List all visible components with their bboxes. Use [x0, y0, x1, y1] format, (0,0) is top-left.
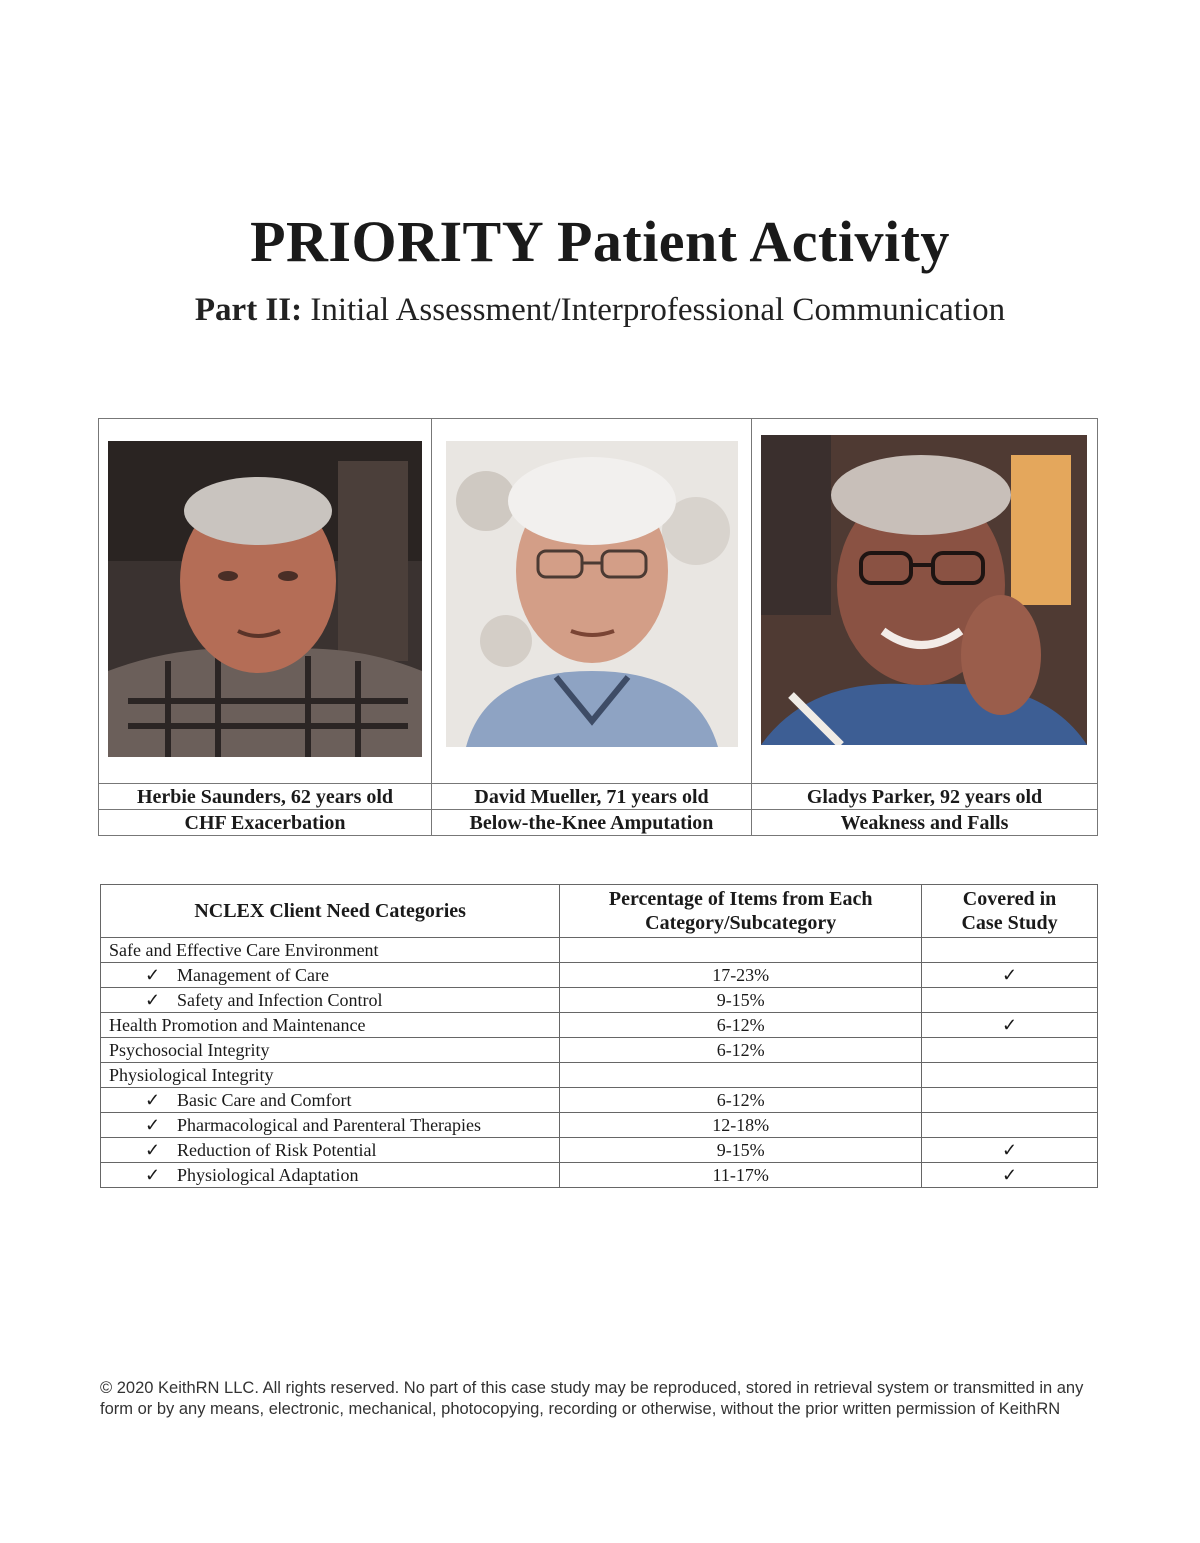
percentage-cell: 12-18% [560, 1113, 922, 1138]
subtitle-text: Initial Assessment/Interprofessional Communication [302, 292, 1006, 328]
category-label: Basic Care and Comfort [177, 1090, 352, 1110]
table-row [101, 963, 1098, 988]
percentage-cell: 6-12% [560, 1038, 922, 1063]
patient-name-gladys: Gladys Parker, 92 years old [752, 783, 1097, 809]
percentage-cell: 9-15% [560, 988, 922, 1013]
covered-cell [922, 988, 1098, 1013]
table-row [101, 1163, 1098, 1188]
patient-column-herbie [99, 419, 432, 835]
covered-cell: ✓ [922, 1163, 1098, 1188]
covered-cell: ✓ [922, 1013, 1098, 1038]
patient-column-gladys [752, 419, 1097, 835]
category-label: Safe and Effective Care Environment [109, 940, 379, 960]
table-header-row [101, 885, 1098, 938]
table-row [101, 988, 1098, 1013]
category-cell [101, 1038, 560, 1063]
category-label: Health Promotion and Maintenance [109, 1015, 366, 1035]
patient-name-herbie: Herbie Saunders, 62 years old [99, 783, 431, 809]
patient-photo-gladys [761, 435, 1087, 745]
patient-diagnosis-david: Below-the-Knee Amputation [432, 809, 751, 836]
table-body [101, 938, 1098, 1188]
nclex-categories-table [100, 884, 1098, 1188]
document-title: PRIORITY Patient Activity [250, 209, 950, 274]
checkmark-icon: ✓ [145, 990, 161, 1010]
checkmark-icon: ✓ [145, 1115, 161, 1135]
document-subtitle [0, 292, 1200, 329]
table-row [101, 1038, 1098, 1063]
patient-photo-herbie [108, 441, 422, 757]
percentage-cell: 6-12% [560, 1013, 922, 1038]
patient-column-david [432, 419, 752, 835]
checkmark-icon: ✓ [145, 1165, 161, 1185]
covered-cell [922, 1063, 1098, 1088]
category-cell [101, 938, 560, 963]
checkmark-icon: ✓ [145, 1140, 161, 1160]
header-categories: NCLEX Client Need Categories [101, 885, 560, 938]
category-label: Reduction of Risk Potential [177, 1140, 377, 1160]
category-label: Psychosocial Integrity [109, 1040, 270, 1060]
percentage-cell: 11-17% [560, 1163, 922, 1188]
subtitle-part: Part II: [194, 292, 303, 328]
table-row [101, 1138, 1098, 1163]
category-cell [101, 1013, 560, 1038]
category-cell [101, 1138, 560, 1163]
percentage-cell [560, 938, 922, 963]
category-label: Pharmacological and Parenteral Therapies [177, 1115, 482, 1135]
patient-name-david: David Mueller, 71 years old [432, 783, 751, 809]
category-label: Physiological Adaptation [177, 1165, 359, 1185]
header-percentage: Percentage of Items from Each Category/Subcategory [560, 885, 922, 938]
percentage-cell: 9-15% [560, 1138, 922, 1163]
category-label: Safety and Infection Control [177, 990, 383, 1010]
checkmark-icon: ✓ [145, 1090, 161, 1110]
category-cell [101, 1113, 560, 1138]
category-label: Management of Care [177, 965, 329, 985]
covered-cell: ✓ [922, 963, 1098, 988]
category-cell [101, 1063, 560, 1088]
checkmark-icon: ✓ [145, 965, 161, 985]
patient-photo-david [446, 441, 738, 747]
category-cell [101, 1163, 560, 1188]
category-cell [101, 988, 560, 1013]
table-row [101, 1063, 1098, 1088]
table-row [101, 1013, 1098, 1038]
table-row [101, 1113, 1098, 1138]
table-row [101, 938, 1098, 963]
header-covered: Covered in Case Study [922, 885, 1098, 938]
category-label: Physiological Integrity [109, 1065, 274, 1085]
covered-cell [922, 1113, 1098, 1138]
percentage-cell: 6-12% [560, 1088, 922, 1113]
category-cell [101, 1088, 560, 1113]
covered-cell [922, 938, 1098, 963]
patient-photo-table [98, 418, 1098, 836]
table-row [101, 1088, 1098, 1113]
copyright-footer: © 2020 KeithRN LLC. All rights reserved. No part of this case study may be reproduced, stored in retrieval system or transmitted in any form or by any means, electronic, mechanical, photocopying, recording or otherwise, without the prior written permission of KeithRN [100, 1379, 1084, 1418]
category-cell [101, 963, 560, 988]
percentage-cell [560, 1063, 922, 1088]
patient-diagnosis-herbie: CHF Exacerbation [99, 809, 431, 836]
percentage-cell: 17-23% [560, 963, 922, 988]
covered-cell: ✓ [922, 1138, 1098, 1163]
covered-cell [922, 1038, 1098, 1063]
covered-cell [922, 1088, 1098, 1113]
patient-diagnosis-gladys: Weakness and Falls [752, 809, 1097, 836]
